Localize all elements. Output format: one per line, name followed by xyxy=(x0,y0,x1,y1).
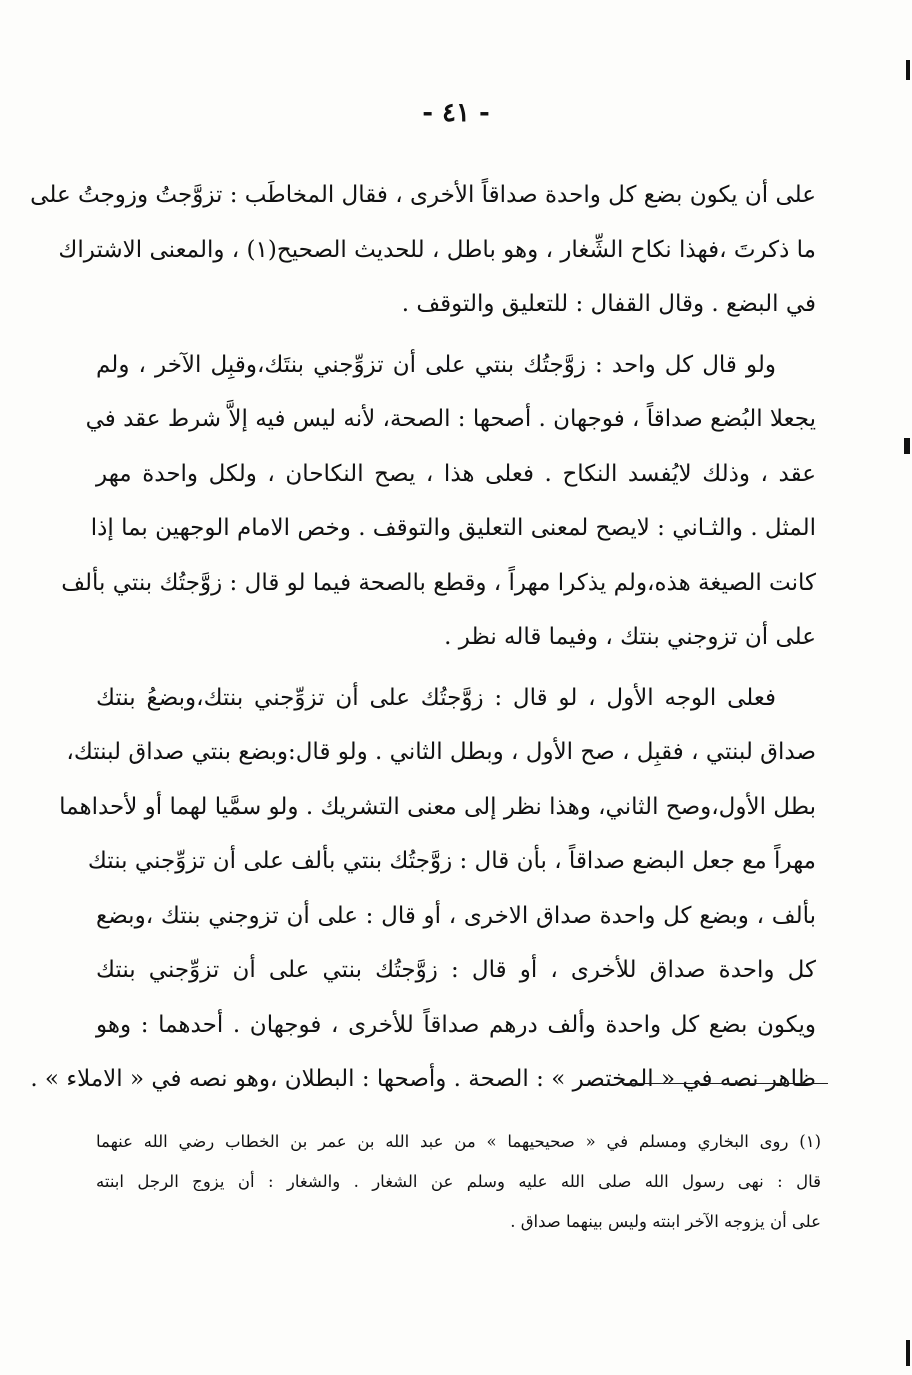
main-text xyxy=(30,168,816,1107)
text-line: كل واحدة صداق للأخرى ، أو قال : زوَّجتُك بنتي على أن تزوِّجني بنتك xyxy=(96,957,816,983)
text-line: المثل . والثـاني : لايصح لمعنى التعليق والتوقف . وخص الامام الوجهين بما إذا xyxy=(90,515,816,541)
footnote xyxy=(96,1122,821,1242)
text-line: كانت الصيغة هذه،ولم يذكرا مهراً ، وقطع بالصحة فيما لو قال : زوَّجتُك بنتي بألف xyxy=(61,569,816,596)
text-line: على أن يكون بضع كل واحدة صداقاً الأخرى ، فقال المخاطَب : تزوَّجتُ وزوجتُ على xyxy=(30,182,816,208)
page-number: - ٤١ - xyxy=(422,98,490,128)
text-line: ظاهر نصه في « المختصر » : الصحة . وأصحها : البطلان ،وهو نصه في « الاملاء » . xyxy=(30,1066,816,1092)
text-line: على أن تزوجني بنتك ، وفيما قاله نظر . xyxy=(444,624,816,650)
scan-edge-mark xyxy=(904,438,910,454)
text-line: عقد ، وذلك لايُفسد النكاح . فعلى هذا ، يصح النكاحان ، ولكل واحدة مهر xyxy=(96,460,816,487)
text-line: ما ذكرتَ ،فهذا نكاح الشِّغار ، وهو باطل ، للحديث الصحيح(١) ، والمعنى الاشتراك xyxy=(58,236,816,263)
text-line: بألف ، وبضع كل واحدة صداق الاخرى ، أو قال : على أن تزوجني بنتك ،وبضع xyxy=(96,902,816,929)
text-line: صداق لبنتي ، فقبِل ، صح الأول ، وبطل الثاني . ولو قال:وبضع بنتي صداق لبنتك، xyxy=(66,739,816,765)
text-line: ولو قال كل واحد : زوَّجتُك بنتي على أن تزوِّجني بنتَك،وقبِل الآخر ، ولم xyxy=(96,351,776,378)
footnote-line: على أن يزوجه الآخر ابنته وليس بينهما صداق . xyxy=(510,1212,821,1231)
footnote-line: قال : نهى رسول الله صلى الله عليه وسلم عن الشغار . والشغار : أن يزوج الرجل ابنته xyxy=(96,1172,821,1191)
paragraph-3 xyxy=(30,671,816,1107)
footnote-divider xyxy=(622,1083,828,1084)
text-line: بطل الأول،وصح الثاني، وهذا نظر إلى معنى التشريك . ولو سمَّيا لهما أو لأحداهما xyxy=(59,793,816,820)
scan-edge-mark xyxy=(906,1340,910,1366)
text-line: مهراً مع جعل البضع صداقاً ، بأن قال : زوَّجتُك بنتي بألف على أن تزوِّجني بنتك xyxy=(87,848,816,874)
footnote-line: (١) روى البخاري ومسلم في « صحيحيهما » من عبد الله بن عمر بن الخطاب رضي الله عنهما xyxy=(96,1132,821,1151)
paragraph-2 xyxy=(61,338,816,665)
paragraph-1 xyxy=(30,168,816,332)
text-line: في البضع . وقال القفال : للتعليق والتوقف . xyxy=(401,291,816,317)
text-line: ويكون بضع كل واحدة وألف درهم صداقاً للأخرى ، فوجهان . أحدهما : وهو xyxy=(96,1011,816,1038)
text-line: فعلى الوجه الأول ، لو قال : زوَّجتُك على أن تزوِّجني بنتك،وبضعُ بنتك xyxy=(96,684,776,711)
scan-edge-mark xyxy=(906,60,910,80)
text-line: يجعلا البُضع صداقاً ، فوجهان . أصحها : الصحة، لأنه ليس فيه إلاَّ شرط عقد في xyxy=(85,406,816,432)
